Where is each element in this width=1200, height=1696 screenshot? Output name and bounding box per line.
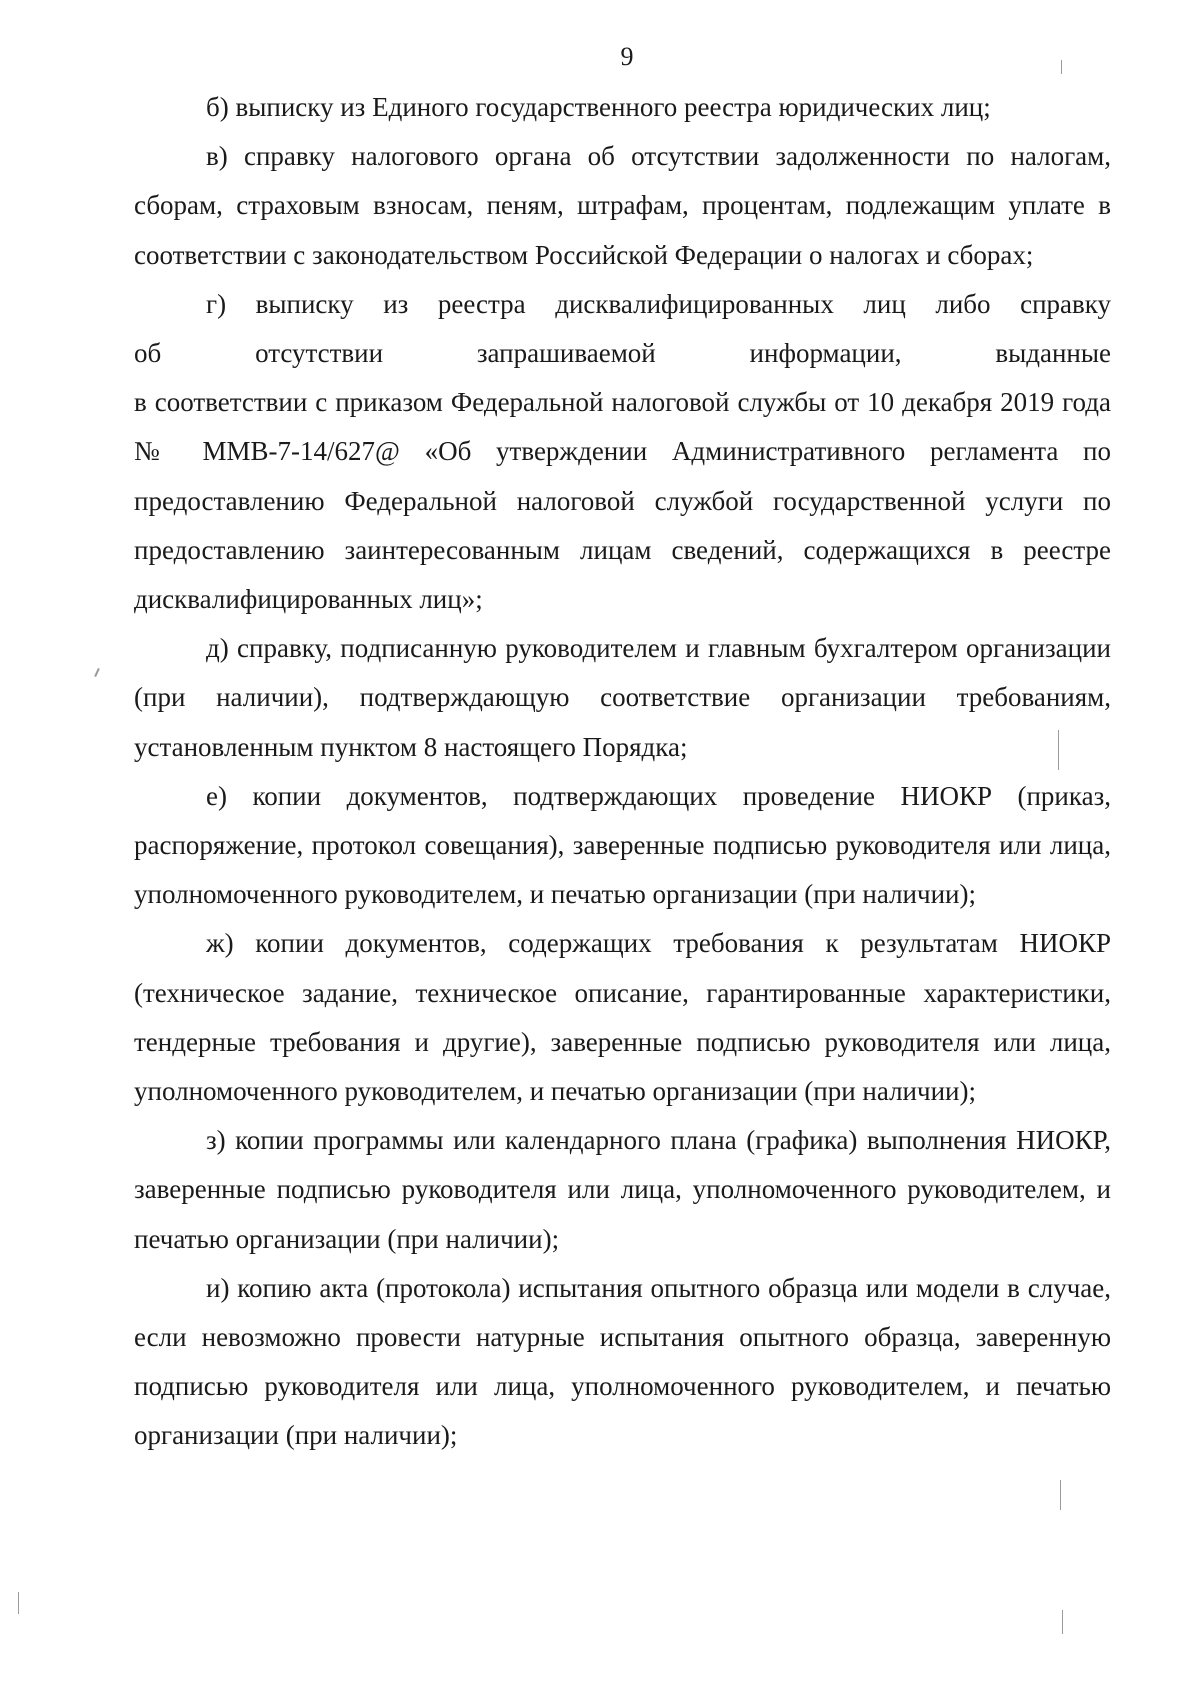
paragraph-i: и) копию акта (протокола) испытания опытного образца или модели в случае, если невозможно провести натурные испытания опытного образца, заверенную подписью руководителя или лица, уполномоченного руководителем, и печатью организации (при наличии);: [134, 1272, 1111, 1451]
paragraph-g-line-2: об отсутствии запрашиваемой информации, выданные: [134, 338, 1111, 369]
page-number: 9: [620, 42, 634, 71]
document-body: [134, 83, 1111, 1461]
scan-artifact: [1060, 1480, 1061, 1510]
scan-artifact: [18, 1592, 19, 1614]
scan-artifact: [1062, 1610, 1063, 1634]
paragraph-b: б) выписку из Единого государственного реестра юридических лиц;: [206, 92, 991, 122]
scan-artifact: [94, 668, 100, 677]
paragraph-e: е) копии документов, подтверждающих проведение НИОКР (приказ, распоряжение, протокол совещания), заверенные подписью руководителя или лица, уполномоченного руководителем, и печатью организации (при наличии);: [134, 780, 1111, 910]
scan-artifact: [1061, 60, 1062, 74]
paragraph-d: д) справку, подписанную руководителем и главным бухгалтером организации (при наличии), подтверждающую соответствие организации требованиям, установленным пунктом 8 настоящего Порядка;: [134, 633, 1111, 762]
paragraph-g-line-1: г) выписку из реестра дисквалифицированных лиц либо справку: [206, 288, 1111, 319]
paragraph-g-continued: в соответствии с приказом Федеральной налоговой службы от 10 декабря 2019 года № ММВ-7-14/627@ «Об утверждении Административного регламента по предоставлению Федеральной налоговой службой государственной услуги по предоставлению заинтересованным лицам сведений, содержащихся в реестре дисквалифицированных лиц»;: [134, 387, 1111, 615]
paragraph-zh: ж) копии документов, содержащих требования к результатам НИОКР (техническое задание, техническое описание, гарантированные характеристики, тендерные требования и другие), заверенные подписью руководителя или лица, уполномоченного руководителем, и печатью организации (при наличии);: [134, 928, 1111, 1107]
paragraph-v: в) справку налогового органа об отсутствии задолженности по налогам, сборам, страховым взносам, пеням, штрафам, процентам, подлежащим уплате в соответствии с законодательством Российской Федерации о налогах и сборах;: [134, 141, 1111, 270]
paragraph-z: з) копии программы или календарного плана (графика) выполнения НИОКР, заверенные подписью руководителя или лица, уполномоченного руководителем, и печатью организации (при наличии);: [134, 1125, 1111, 1254]
scan-artifact: [1058, 730, 1059, 770]
